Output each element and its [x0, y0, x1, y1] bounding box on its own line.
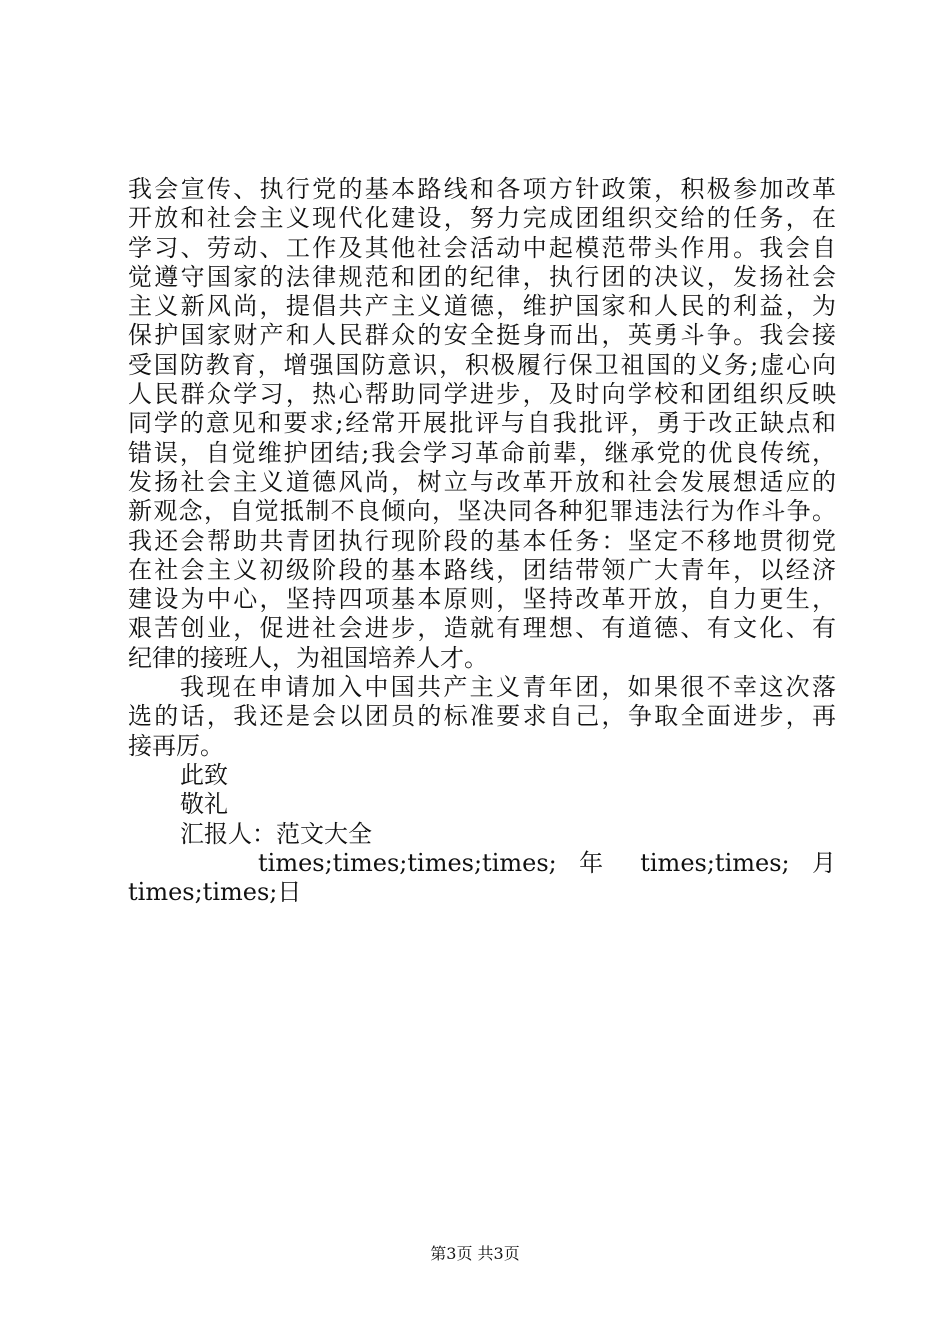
text-line: 接再厉。: [128, 731, 224, 760]
text-line: 我现在申请加入中国共产主义青年团，如果很不幸这次落: [180, 673, 836, 702]
text-line: 保护国家财产和人民群众的安全挺身而出，英勇斗争。我会接: [128, 321, 836, 350]
page-number-footer: 第3页 共3页: [430, 1244, 520, 1263]
text-line: 开放和社会主义现代化建设，努力完成团组织交给的任务，在: [128, 204, 836, 233]
document-body: [128, 175, 836, 907]
text-line: 学习、劳动、工作及其他社会活动中起模范带头作用。我会自: [128, 233, 836, 262]
text-line: 主义新风尚，提倡共产主义道德，维护国家和人民的利益，为: [128, 292, 836, 321]
date-line-continued: times;times;日: [128, 878, 302, 907]
text-line: 纪律的接班人，为祖国培养人才。: [128, 643, 488, 672]
text-line: 建设为中心，坚持四项基本原则，坚持改革开放，自力更生，: [128, 585, 836, 614]
text-line: 在社会主义初级阶段的基本路线，团结带领广大青年，以经济: [128, 555, 836, 584]
reporter-signature: 汇报人：范文大全: [180, 819, 372, 848]
text-line: 同学的意见和要求;经常开展批评与自我批评，勇于改正缺点和: [128, 409, 836, 438]
text-line: 我还会帮助共青团执行现阶段的基本任务：坚定不移地贯彻党: [128, 526, 836, 555]
regards: 敬礼: [180, 790, 228, 819]
text-line: 错误，自觉维护团结;我会学习革命前辈，继承党的优良传统，: [128, 438, 836, 467]
date-line: times;times;times;times; 年 times;times; 月: [258, 848, 836, 877]
salutation: 此致: [180, 760, 228, 789]
text-line: 觉遵守国家的法律规范和团的纪律，执行团的决议，发扬社会: [128, 262, 836, 291]
text-line: 新观念，自觉抵制不良倾向，坚决同各种犯罪违法行为作斗争。: [128, 497, 836, 526]
text-line: 受国防教育，增强国防意识，积极履行保卫祖国的义务;虚心向: [128, 350, 836, 379]
text-line: 我会宣传、执行党的基本路线和各项方针政策，积极参加改革: [128, 175, 836, 203]
text-line: 艰苦创业，促进社会进步，造就有理想、有道德、有文化、有: [128, 614, 836, 643]
text-line: 选的话，我还是会以团员的标准要求自己，争取全面进步，再: [128, 702, 836, 731]
text-line: 人民群众学习，热心帮助同学进步，及时向学校和团组织反映: [128, 380, 836, 409]
text-line: 发扬社会主义道德风尚，树立与改革开放和社会发展想适应的: [128, 467, 836, 496]
